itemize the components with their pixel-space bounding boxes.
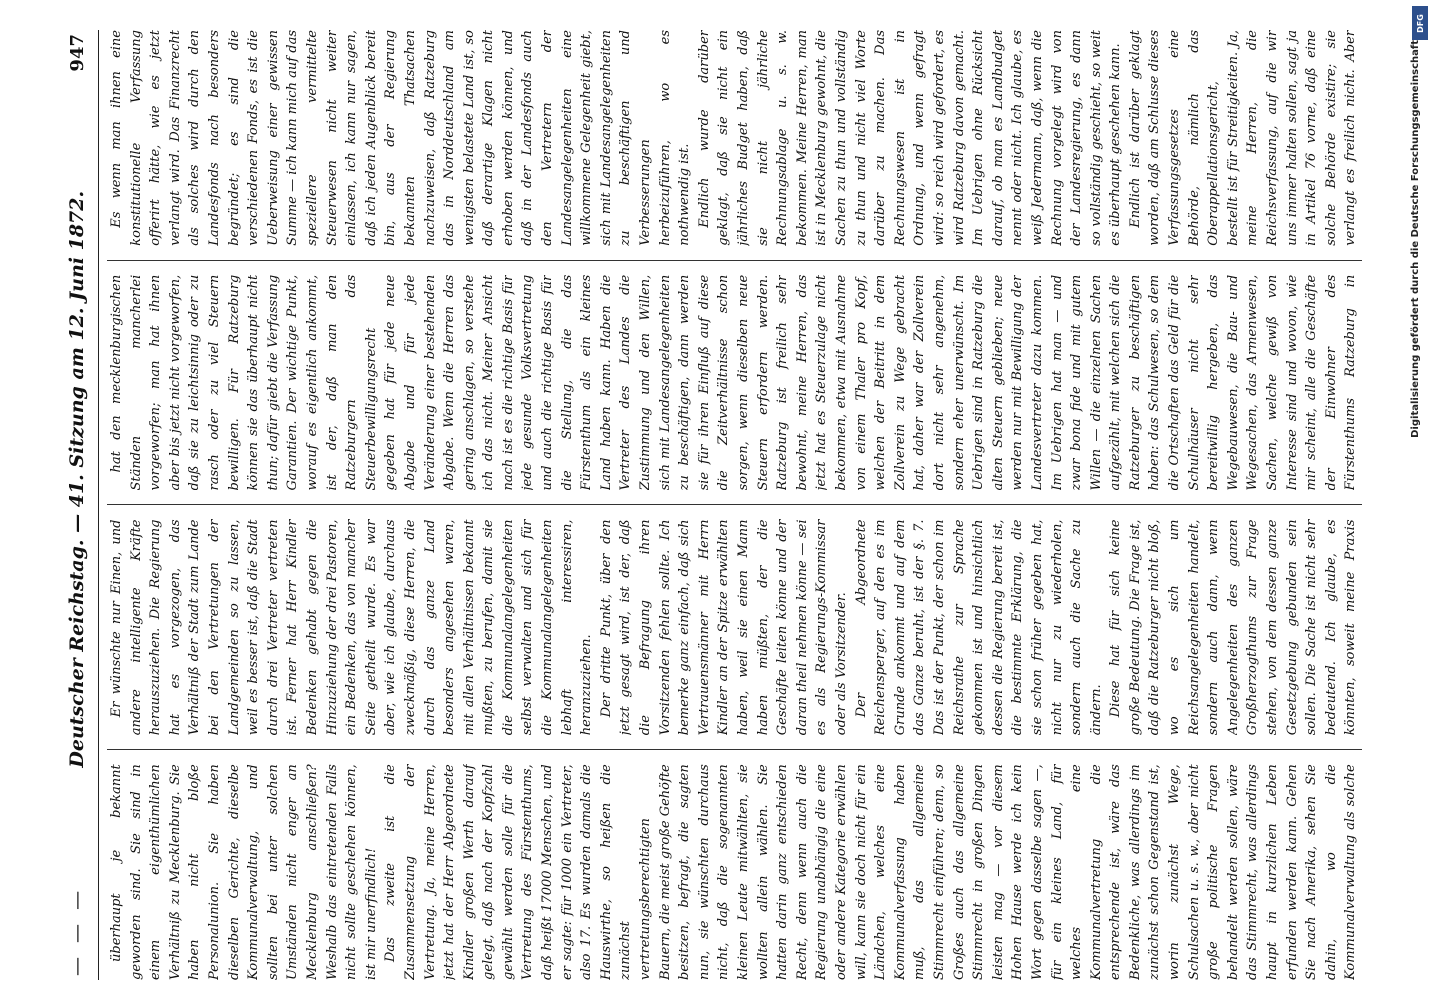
credit-text: Digitalisierung gefördert durch die Deutsche Forschungsgemeinschaft bbox=[1410, 40, 1421, 438]
column-2-paragraph: Der Abgeordnete Reichensperger, auf den es im Grunde ankommt und auf dem das Ganze beruht, ist der §. 7. Das ist der Punkt, der schon im Reichsrathe zur Sprache gekommen ist und hinsichtlich dessen die Regierung bereit ist, die bestimmte Erklärung, die sie schon früher gegeben hat, nicht nur zu wiederholen, sondern auch die Sache zu ändern. bbox=[853, 519, 1104, 736]
column-divider bbox=[107, 260, 1362, 261]
page-header bbox=[66, 30, 99, 980]
dfg-logo-badge bbox=[1412, 6, 1428, 40]
column-1-paragraph: überhaupt je bekannt geworden sind. Sie sind in einem eigenthümlichen Verhältniß zu Mecklenburg. Sie haben nicht bloße Personalunion. Sie haben dieselben Gerichte, dieselbe Kommunalverwaltung, und sollten bei unter solchen Umständen nicht enger an Mecklenburg anschließen? Weshalb das eintretenden Falls nicht sollte geschehen können, ist mir unerfindlich! bbox=[109, 764, 379, 980]
column-1-paragraph: Das zweite ist die Zusammensetzung der Vertretung. Ja, meine Herren, jetzt hat der Herr Abgeordnete Kindler großen Werth darauf gelegt, daß nach der Kopfzahl gewählt werden solle für die Vertretung des Fürstenthums, daß heißt 17000 Menschen, und er sagte: für 1000 ein Vertreter, also 17. Es wurden damals die Hauswirthe, so heißen die zunächst vertretungsberechtigten Bauern, die meist große Gehöfte besitzen, befragt, die sagten nun, sie wünschten durchaus nicht, daß die sogenannten kleinen Leute mitwählten, sie wollten allein wählen. Sie hatten darin ganz entschieden Recht, denn wenn auch die Regierung unabhängig die eine oder andere Kategorie erwählen will, kann sie doch nicht für ein Ländchen, welches eine Kommunalverfassung haben muß, das allgemeine Stimmrecht einführen; denn, so Großes auch das allgemeine Stimmrecht in großen Dingen leisten mag — vor diesem Hohen Hause werde ich kein Wort gegen dasselbe sagen —, für ein kleines Land, für welches eine Kommunalvertretung die entsprechende ist, wäre das Bedenkliche, was allerdings im zunächst schon Gegenstand ist, worin zunächst Wege, Schulsachen u. s. w., aber nicht große politische Fragen behandelt werden sollen, wäre das Stimmrecht, was allerdings haupt in kurzlichen Leben erfunden werden kann. Gehen Sie nach Amerika, sehen Sie dahin, wo die Kommunalverwaltung als solche bbox=[383, 764, 1359, 980]
column-2-paragraph: Diese hat für sich keine große Bedeutung. Die Frage ist, daß die Ratzeburger nicht bloß, wo es sich um Reichsangelegenheiten handelt, sondern auch dann, wenn Angelegenheiten des ganzen Großherzogthums zur Frage stehen, von dem dessen ganze Gesetzgebung gebunden sein sollen. Die Sache ist nicht sehr bedeutend. Ich glaube, es könnten, soweit meine Praxis bbox=[1108, 519, 1359, 736]
column-4-paragraph: Endlich wurde darüber geklagt, daß sie nicht ein jährliches Budget haben, daß sie nicht jährliche Rechnungsablage u. s. w. bekommen. Meine Herren, man ist in Mecklenburg gewohnt, die Sachen zu thun und vollständig zu thun und nicht viel Worte darüber zu machen. Das Rechnungswesen ist in Ordnung, und wenn gefragt wird: so reich wird gefordert, es wird Ratzeburg davon gemacht. Im Uebrigen ohne Rücksicht darauf, ob man es Landbudget nennt oder nicht. Ich glaube, es weiß Jedermann, daß, wenn die Rechnung vorgelegt wird von der Landesregierung, es dann so vollständig geschieht, so weit es überhaupt geschehen kann. bbox=[696, 30, 1124, 246]
page-number: 947 bbox=[67, 34, 88, 72]
column-4 bbox=[107, 30, 1362, 246]
column-4-paragraph: Endlich ist darüber geklagt worden, daß am Schlusse dieses Verfassungsgesetzes eine Behörde, nämlich das Oberappellationsgericht, bestellt ist für Streitigkeiten. Ja, meine Herren, die Reichsverfassung, auf die wir uns immer halten sollen, sagt ja in Artikel 76 vorne, daß eine solche Behörde existire; sie verlangt es freilich nicht. Aber bbox=[1127, 30, 1359, 246]
column-2-paragraph: Der dritte Punkt, über den jetzt gesagt wird, ist der, daß die Befragung ihren Vorsitzenden fehlen sollte. Ich bemerke ganz einfach, daß sich Vertrauensmänner mit Herrn Kindler an der Spitze erwählten haben, weil sie einen Mann haben müßten, der die Geschäfte leiten könne und der daran theil nehmen könne — sei es als Regierungs-Kommissar oder als Vorsitzender. bbox=[598, 519, 849, 736]
rotated-page bbox=[4, 0, 1404, 1000]
header-title: Deutscher Reichstag. — 41. Sitzung am 12. Juni 1872. bbox=[66, 190, 88, 768]
text-columns bbox=[107, 30, 1362, 980]
column-divider bbox=[107, 749, 1362, 750]
column-divider bbox=[107, 505, 1362, 506]
digitization-credit bbox=[1410, 40, 1426, 960]
column-3-paragraph: hat den mecklenburgischen Ständen mancherlei vorgeworfen; man hat ihnen aber bis jetzt nicht vorgeworfen, daß sie zu leichtsinnig oder zu rasch oder zu viel Steuern bewilligen. Für Ratzeburg können sie das überhaupt nicht thun; dafür giebt die Verfassung Garantien. Der wichtige Punkt, worauf es eigentlich ankommt, ist der, daß man den Ratzeburgern das Steuerbewilligungsrecht gegeben hat für jede neue Abgabe und für jede Veränderung einer bestehenden Abgabe. Wenn die Herren das gering anschlagen, so verstehe ich das nicht. Meiner Ansicht nach ist es die richtige Basis für jede gesunde Volksvertretung und auch die richtige Basis für die Stellung, die das Fürstenthum als ein kleines Land haben kann. Haben die Vertreter des Landes die Zustimmung und den Willen, sich mit Landesangelegenheiten zu beschäftigen, dann werden sie für ihren Einfluß auf diese die Zeitverhältnisse schon sorgen, wenn dieselben neue Steuern erfordern werden. Ratzeburg ist freilich sehr bewohnt, meine Herren, das jetzt hat es Steuerzulage nicht bekommen, etwa mit Ausnahme von einem Thaler pro Kopf, welchen der Beitritt in dem Zollverein zu Wege gebracht hat, daher war der Zollverein dort nicht sehr angenehm, sondern eher unerwünscht. Im Uebrigen sind in Ratzeburg die alten Steuern geblieben; neue werden nur mit Bewilligung der Landesvertreter dazu kommen. Im Uebrigen hat man — und zwar bona fide und mit gutem Willen — die einzelnen Sachen aufgezählt, mit welchen sich die Ratzeburger zu beschäftigen haben: das Schulwesen, so dem die Ortschaften das Geld für die Schulhäuser nicht sehr bereitwillig hergeben, das Wegebauwesen, die Bau- und Wegesachen, das Armenwesen, Sachen, welche gewiß von Interesse sind und wovon, wie mir scheint, alle die Geschäfte der Einwohner des Fürstenthums Ratzeburg in bbox=[109, 274, 1359, 491]
column-1 bbox=[107, 764, 1362, 980]
dfg-badge-label: DFG bbox=[1415, 13, 1425, 33]
column-4-paragraph: Es wenn man ihnen eine konstitutionelle Verfassung offerirt hätte, wie es jetzt verlangt wird. Das Finanzrecht als solches wird durch den Landesfonds nach besonders begründet; es sind die verschiedenen Fonds, es ist die Ueberweisung einer gewissen Summe — ich kann mich auf das speziellere vermittelte Steuerwesen nicht weiter einlassen, ich kann nur sagen, daß ich jeden Augenblick bereit bin, aus der Regierung bekannten Thatsachen nachzuweisen, daß Ratzeburg das in Norddeutschland am wenigsten belastete Land ist, so daß derartige Klagen nicht erhoben werden können, und daß in der Landesfonds auch den Vertretern der Landesangelegenheiten eine willkommene Gelegenheit giebt, sich mit Landesangelegenheiten zu beschäftigen und Verbesserungen herbeizuführen, wo es nothwendig ist. bbox=[109, 30, 693, 246]
header-marks: — — — bbox=[66, 886, 88, 976]
column-2-paragraph: Er wünschte nur Einen, und andere intelligente Kräfte herauszuziehen. Die Regierung hat es vorgezogen, das Verhältniß der Stadt zum Lande bei den Vertretungen der Landgemeinden so zu lassen, weil es besser ist, daß die Stadt durch drei Vertreter vertreten ist. Ferner hat Herr Kindler Bedenken gehabt gegen die Hinzuziehung der drei Pastoren, ein Bedenken, das von mancher Seite getheilt wurde. Es war aber, wie ich glaube, durchaus zweckmäßig, diese Herren, die durch das ganze Land besonders angesehen waren, mit allen Verhältnissen bekannt mußten, zu berufen, damit sie die Kommunalangelegenheiten selbst verwalten und sich für die Kommunalangelegenheiten lebhaft interessiren, heranzuziehen. bbox=[109, 519, 595, 736]
column-3 bbox=[107, 275, 1362, 491]
column-2 bbox=[107, 520, 1362, 736]
